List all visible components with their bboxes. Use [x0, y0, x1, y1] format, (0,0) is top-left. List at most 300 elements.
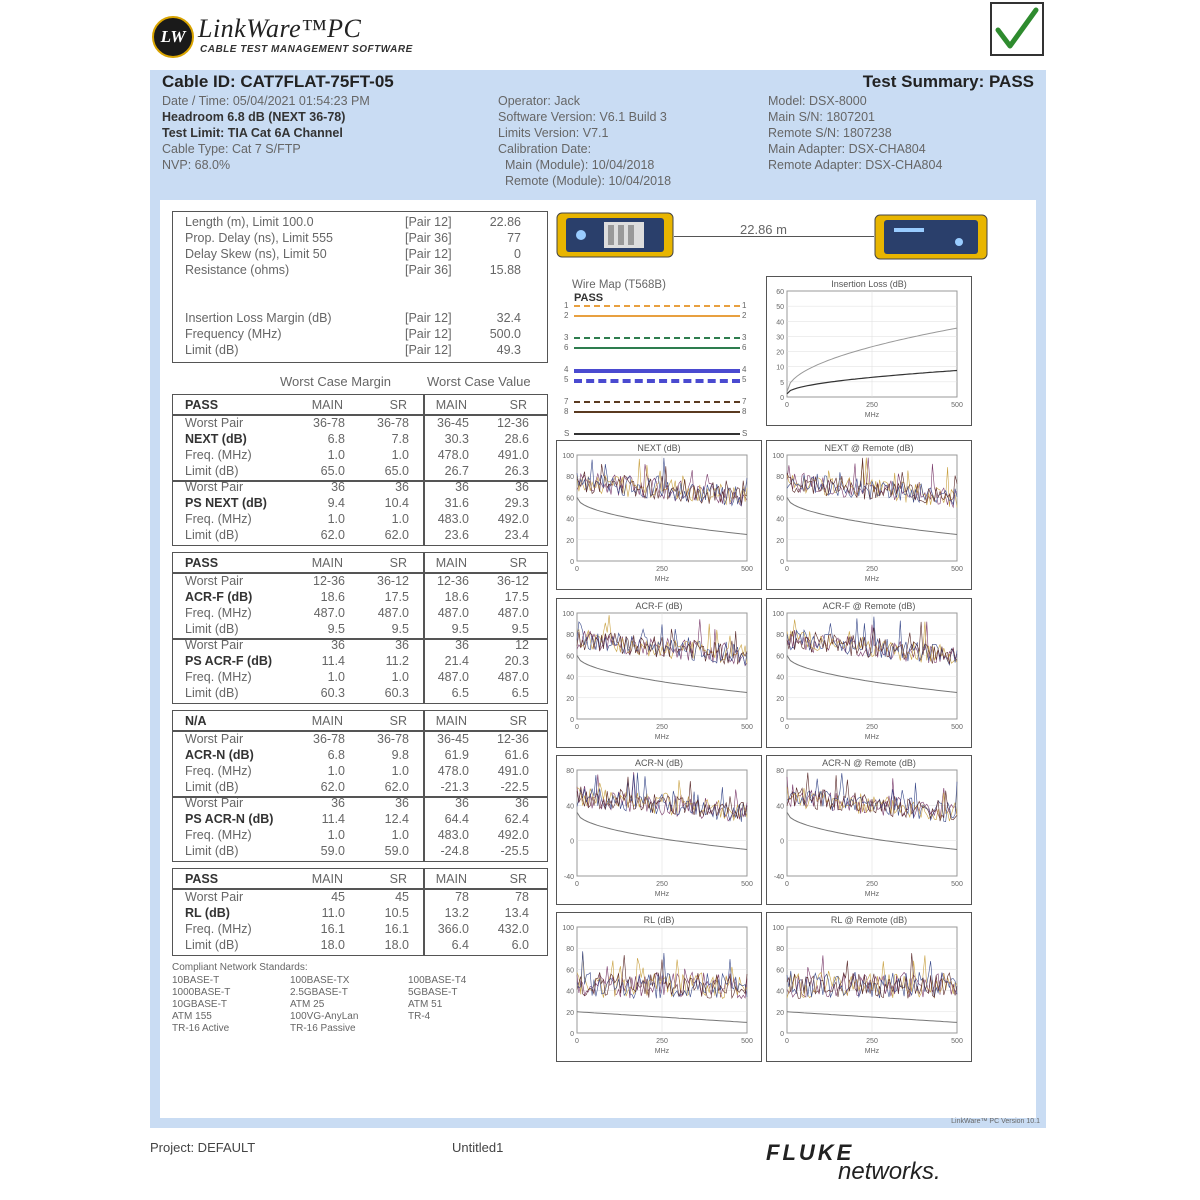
column-header: SR	[389, 556, 407, 570]
column-header: MAIN	[311, 398, 343, 412]
chart-6	[766, 755, 972, 905]
result-row	[173, 511, 547, 527]
row-value: 36-78	[313, 732, 345, 746]
chart-title: NEXT @ Remote (dB)	[824, 443, 914, 453]
info-line: Calibration Date:	[498, 142, 592, 156]
row-label: Worst Pair	[185, 890, 244, 904]
row-value: 36	[331, 638, 345, 652]
y-tick: 60	[776, 653, 784, 661]
x-tick: 0	[575, 566, 579, 573]
column-header: SR	[389, 872, 407, 886]
row-value: 36-45	[437, 732, 469, 746]
y-tick: -40	[563, 874, 574, 881]
wire-map	[556, 275, 756, 440]
y-tick: 0	[780, 717, 784, 724]
row-value: 29.3	[504, 496, 529, 510]
y-tick: 0	[780, 559, 784, 566]
standard-item: ATM 51	[408, 999, 443, 1010]
column-header: MAIN	[435, 556, 467, 570]
pin-label-right: 6	[742, 343, 747, 352]
row-value: 16.1	[320, 922, 345, 936]
row-value: 36-45	[437, 416, 469, 430]
column-header: MAIN	[435, 714, 467, 728]
y-tick: 20	[776, 537, 784, 545]
result-row	[173, 415, 547, 431]
row-value: 9.5	[511, 622, 529, 636]
row-value: 36-78	[313, 416, 345, 430]
pin-label-right: 4	[742, 365, 747, 374]
section-header	[173, 871, 547, 887]
y-tick: 60	[776, 495, 784, 503]
x-label: MHz	[864, 891, 880, 898]
remote-unit-icon	[874, 214, 988, 260]
row-value: 26.3	[504, 464, 529, 478]
row-label: Freq. (MHz)	[185, 448, 252, 462]
row-value: 61.9	[444, 748, 469, 762]
row-value: 10.5	[384, 906, 409, 920]
row-value: 36-78	[377, 732, 409, 746]
chart-title: Insertion Loss (dB)	[831, 279, 907, 289]
row-value: 31.6	[444, 496, 469, 510]
x-tick: 500	[741, 1038, 753, 1045]
y-tick: -40	[773, 874, 784, 881]
row-value: 487.0	[437, 606, 469, 620]
row-value: 28.6	[504, 432, 529, 446]
pass-checkmark-icon	[990, 2, 1044, 56]
row-value: -22.5	[500, 780, 529, 794]
wire-pair-line	[574, 315, 740, 317]
row-label: Freq. (MHz)	[185, 828, 252, 842]
chart-title: RL (dB)	[643, 915, 675, 925]
x-tick: 250	[656, 881, 668, 888]
info-line: Remote Adapter: DSX-CHA804	[768, 158, 943, 172]
results-section	[172, 868, 548, 956]
row-value: 62.0	[320, 780, 345, 794]
wire-pair-line	[574, 347, 740, 349]
standard-item: 10BASE-T	[172, 975, 220, 986]
row-value: 13.2	[444, 906, 469, 920]
result-row	[173, 589, 547, 605]
row-value: 36	[455, 638, 469, 652]
pin-label-right: 2	[742, 311, 747, 320]
row-value: 492.0	[497, 828, 529, 842]
pin-label-right: S	[742, 429, 748, 438]
info-line: Date / Time: 05/04/2021 01:54:23 PM	[162, 94, 370, 108]
summary-pair: [Pair 12]	[405, 247, 452, 261]
y-tick: 0	[780, 838, 784, 846]
x-label: MHz	[654, 891, 670, 898]
row-value: 36	[515, 480, 529, 494]
row-value: 45	[395, 890, 409, 904]
row-value: 36	[455, 480, 469, 494]
row-value: 16.1	[384, 922, 409, 936]
wire-map-status: PASS	[574, 292, 604, 304]
row-label: NEXT (dB)	[185, 432, 247, 446]
row-value: 45	[331, 890, 345, 904]
row-label: Worst Pair	[185, 574, 244, 588]
row-value: 11.4	[321, 812, 345, 826]
row-value: 12-36	[497, 416, 529, 430]
x-tick: 250	[656, 566, 668, 573]
info-col-3	[768, 93, 942, 173]
pin-label-right: 3	[742, 333, 747, 342]
result-row	[173, 795, 547, 811]
row-value: 59.0	[320, 844, 345, 858]
wire-pair-line	[574, 305, 740, 307]
y-tick: 100	[772, 925, 784, 932]
result-row	[173, 779, 547, 795]
y-tick: 80	[776, 768, 784, 775]
row-value: 9.5	[451, 622, 469, 636]
pin-label-left: 6	[564, 343, 569, 352]
x-tick: 500	[951, 402, 963, 409]
row-label: Limit (dB)	[185, 938, 239, 952]
y-tick: 100	[562, 925, 574, 932]
summary-value: 49.3	[496, 343, 521, 357]
column-header: SR	[509, 872, 527, 886]
info-line: Main S/N: 1807201	[768, 110, 876, 124]
x-label: MHz	[654, 576, 670, 583]
column-header: SR	[509, 714, 527, 728]
row-value: 478.0	[437, 448, 469, 462]
row-label: Limit (dB)	[185, 686, 239, 700]
row-value: 6.5	[451, 686, 469, 700]
result-row	[173, 921, 547, 937]
worst-margin-header: Worst Case Margin	[280, 374, 392, 389]
y-tick: 20	[776, 349, 784, 357]
result-row	[173, 747, 547, 763]
x-tick: 500	[951, 1038, 963, 1045]
result-row	[173, 431, 547, 447]
project-label: Project: DEFAULT	[150, 1140, 256, 1155]
x-label: MHz	[654, 734, 670, 741]
row-value: 17.5	[384, 590, 409, 604]
x-tick: 0	[575, 1038, 579, 1045]
standard-item: 10GBASE-T	[172, 999, 228, 1010]
results-section	[172, 394, 548, 546]
x-tick: 250	[866, 724, 878, 731]
x-tick: 250	[656, 724, 668, 731]
row-value: 36	[515, 796, 529, 810]
chart-2	[766, 440, 972, 590]
standard-item: 100BASE-T4	[408, 975, 467, 986]
pin-label-left: S	[564, 429, 570, 438]
section-status: PASS	[185, 872, 219, 886]
summary-label: Delay Skew (ns), Limit 50	[185, 247, 327, 261]
y-tick: 0	[570, 717, 574, 724]
row-value: 65.0	[384, 464, 409, 478]
y-tick: 20	[566, 537, 574, 545]
pin-label-right: 1	[742, 301, 747, 310]
section-status: PASS	[185, 556, 219, 570]
summary-value: 15.88	[489, 263, 521, 277]
row-value: 6.0	[511, 938, 529, 952]
y-tick: 60	[566, 653, 574, 661]
y-tick: 0	[570, 838, 574, 846]
row-value: 11.0	[321, 906, 345, 920]
section-header	[173, 397, 547, 413]
chart-0	[766, 276, 972, 426]
row-value: 483.0	[437, 512, 469, 526]
row-value: 18.6	[444, 590, 469, 604]
row-value: 36-12	[377, 574, 409, 588]
chart-title: ACR-N @ Remote (dB)	[822, 758, 916, 768]
row-label: Worst Pair	[185, 416, 244, 430]
chart-title: RL @ Remote (dB)	[830, 915, 908, 925]
result-row	[173, 447, 547, 463]
file-label: Untitled1	[452, 1140, 504, 1155]
result-row	[173, 937, 547, 953]
chart-title: ACR-N (dB)	[634, 758, 684, 768]
result-row	[173, 685, 547, 701]
x-tick: 500	[741, 881, 753, 888]
row-label: Limit (dB)	[185, 622, 239, 636]
worst-value-header: Worst Case Value	[427, 374, 531, 389]
row-label: PS ACR-N (dB)	[185, 812, 274, 826]
row-value: 23.4	[504, 528, 529, 542]
row-value: 1.0	[391, 512, 409, 526]
standard-item: TR-16 Passive	[290, 1023, 356, 1034]
x-tick: 500	[741, 566, 753, 573]
row-value: 487.0	[377, 606, 409, 620]
chart-1	[556, 440, 762, 590]
summary-value: 22.86	[489, 215, 521, 229]
result-row	[173, 889, 547, 905]
row-value: 11.2	[385, 654, 409, 668]
column-header: MAIN	[311, 556, 343, 570]
x-label: MHz	[864, 576, 880, 583]
result-row	[173, 905, 547, 921]
row-value: 64.4	[444, 812, 469, 826]
row-value: 65.0	[320, 464, 345, 478]
column-header: MAIN	[435, 872, 467, 886]
y-tick: 20	[566, 1009, 574, 1017]
result-row	[173, 637, 547, 653]
wire-pair-line	[574, 401, 740, 403]
row-value: 78	[455, 890, 469, 904]
row-value: 6.8	[327, 432, 345, 446]
row-value: 1.0	[327, 828, 345, 842]
row-value: 62.0	[384, 528, 409, 542]
pin-label-right: 7	[742, 397, 747, 406]
summary-row	[173, 294, 547, 310]
wire-pair-line	[574, 433, 740, 435]
linkware-logo: LW	[152, 16, 194, 58]
row-value: 491.0	[497, 448, 529, 462]
row-value: -21.3	[440, 780, 469, 794]
info-line: Remote (Module): 10/04/2018	[498, 174, 672, 188]
summary-value: 32.4	[496, 311, 521, 325]
x-label: MHz	[654, 1048, 670, 1055]
chart-4	[766, 598, 972, 748]
y-tick: 100	[772, 453, 784, 460]
column-header: MAIN	[311, 714, 343, 728]
row-value: 6.8	[327, 748, 345, 762]
results-section	[172, 710, 548, 862]
standard-item: ATM 155	[172, 1011, 212, 1022]
info-line: Remote S/N: 1807238	[768, 126, 892, 140]
row-value: 21.4	[444, 654, 469, 668]
result-row	[173, 479, 547, 495]
standard-item: 100BASE-TX	[290, 975, 350, 986]
pin-label-left: 8	[564, 407, 569, 416]
info-col-2	[498, 93, 671, 189]
wire-pair-line	[574, 411, 740, 413]
chart-title: NEXT (dB)	[637, 443, 681, 453]
x-tick: 250	[866, 881, 878, 888]
pin-label-left: 3	[564, 333, 569, 342]
summary-row	[173, 246, 547, 262]
wire-pair-line	[574, 337, 740, 339]
y-tick: 40	[776, 516, 784, 524]
pin-label-right: 8	[742, 407, 747, 416]
summary-pair: [Pair 36]	[405, 263, 452, 277]
pin-label-left: 1	[564, 301, 569, 310]
summary-label: Resistance (ohms)	[185, 263, 290, 277]
y-tick: 60	[566, 967, 574, 975]
row-value: 62.0	[384, 780, 409, 794]
standard-item: 1000BASE-T	[172, 987, 231, 998]
pin-label-left: 4	[564, 365, 569, 374]
row-value: 20.3	[504, 654, 529, 668]
row-value: 487.0	[437, 670, 469, 684]
x-tick: 500	[951, 724, 963, 731]
y-tick: 40	[566, 674, 574, 682]
standard-item: 2.5GBASE-T	[290, 987, 348, 998]
y-tick: 100	[562, 453, 574, 460]
y-tick: 40	[776, 319, 784, 327]
pin-label-right: 5	[742, 375, 747, 384]
y-tick: 40	[566, 516, 574, 524]
row-value: 12-36	[313, 574, 345, 588]
row-value: 36	[395, 796, 409, 810]
row-label: Worst Pair	[185, 638, 244, 652]
x-tick: 0	[575, 881, 579, 888]
y-tick: 40	[776, 674, 784, 682]
y-tick: 80	[776, 946, 784, 954]
pin-label-left: 2	[564, 311, 569, 320]
result-row	[173, 495, 547, 511]
result-row	[173, 621, 547, 637]
row-label: Freq. (MHz)	[185, 670, 252, 684]
x-tick: 0	[575, 724, 579, 731]
row-value: 492.0	[497, 512, 529, 526]
result-row	[173, 605, 547, 621]
row-value: 18.0	[320, 938, 345, 952]
row-value: 1.0	[391, 828, 409, 842]
row-value: 487.0	[497, 670, 529, 684]
row-value: 10.4	[384, 496, 409, 510]
x-tick: 0	[785, 881, 789, 888]
info-col-1	[162, 93, 370, 173]
column-header: SR	[509, 556, 527, 570]
summary-pair: [Pair 12]	[405, 327, 452, 341]
result-row	[173, 573, 547, 589]
row-value: 491.0	[497, 764, 529, 778]
row-value: 7.8	[391, 432, 409, 446]
y-tick: 60	[776, 967, 784, 975]
info-line: Main Adapter: DSX-CHA804	[768, 142, 926, 156]
y-tick: 0	[570, 1031, 574, 1038]
row-label: Limit (dB)	[185, 528, 239, 542]
summary-row	[173, 214, 547, 230]
x-tick: 500	[741, 724, 753, 731]
y-tick: 100	[772, 611, 784, 618]
info-line: Model: DSX-8000	[768, 94, 867, 108]
row-value: 36	[331, 480, 345, 494]
row-value: -25.5	[500, 844, 529, 858]
x-tick: 500	[951, 881, 963, 888]
results-section	[172, 552, 548, 704]
main-unit-icon	[556, 212, 674, 258]
y-tick: 80	[566, 474, 574, 482]
x-label: MHz	[864, 1048, 880, 1055]
column-header: SR	[389, 398, 407, 412]
column-header: MAIN	[311, 872, 343, 886]
row-label: Worst Pair	[185, 796, 244, 810]
result-row	[173, 843, 547, 859]
summary-pair: [Pair 12]	[405, 343, 452, 357]
result-row	[173, 827, 547, 843]
section-header	[173, 713, 547, 729]
x-tick: 0	[785, 402, 789, 409]
x-tick: 500	[951, 566, 963, 573]
y-tick: 100	[562, 611, 574, 618]
result-row	[173, 763, 547, 779]
row-value: 1.0	[327, 512, 345, 526]
pin-label-left: 7	[564, 397, 569, 406]
standards-title: Compliant Network Standards:	[172, 962, 308, 973]
row-value: 1.0	[327, 670, 345, 684]
row-value: 13.4	[504, 906, 529, 920]
x-tick: 250	[866, 402, 878, 409]
row-label: Limit (dB)	[185, 844, 239, 858]
x-label: MHz	[864, 734, 880, 741]
section-status: N/A	[185, 714, 207, 728]
y-tick: 60	[566, 495, 574, 503]
info-line: NVP: 68.0%	[162, 158, 231, 172]
section-header	[173, 555, 547, 571]
row-label: ACR-N (dB)	[185, 748, 254, 762]
row-value: 18.6	[320, 590, 345, 604]
y-tick: 80	[776, 474, 784, 482]
row-value: 483.0	[437, 828, 469, 842]
standard-item: TR-4	[408, 1011, 431, 1022]
row-value: 36	[395, 480, 409, 494]
row-label: Limit (dB)	[185, 464, 239, 478]
row-value: 62.4	[504, 812, 529, 826]
row-value: 432.0	[497, 922, 529, 936]
row-value: 36-78	[377, 416, 409, 430]
row-value: 1.0	[327, 448, 345, 462]
column-header: SR	[389, 714, 407, 728]
info-line: Cable Type: Cat 7 S/FTP	[162, 142, 301, 156]
row-label: PS NEXT (dB)	[185, 496, 267, 510]
row-label: PS ACR-F (dB)	[185, 654, 273, 668]
chart-7	[556, 912, 762, 1062]
row-label: Freq. (MHz)	[185, 922, 252, 936]
x-label: MHz	[864, 412, 880, 419]
y-tick: 20	[776, 695, 784, 703]
x-tick: 250	[866, 566, 878, 573]
chart-title: ACR-F (dB)	[635, 601, 683, 611]
row-label: Freq. (MHz)	[185, 606, 252, 620]
section-status: PASS	[185, 398, 219, 412]
y-tick: 40	[566, 988, 574, 996]
standard-item: TR-16 Active	[172, 1023, 230, 1034]
row-value: 6.5	[511, 686, 529, 700]
y-tick: 5	[780, 379, 784, 387]
